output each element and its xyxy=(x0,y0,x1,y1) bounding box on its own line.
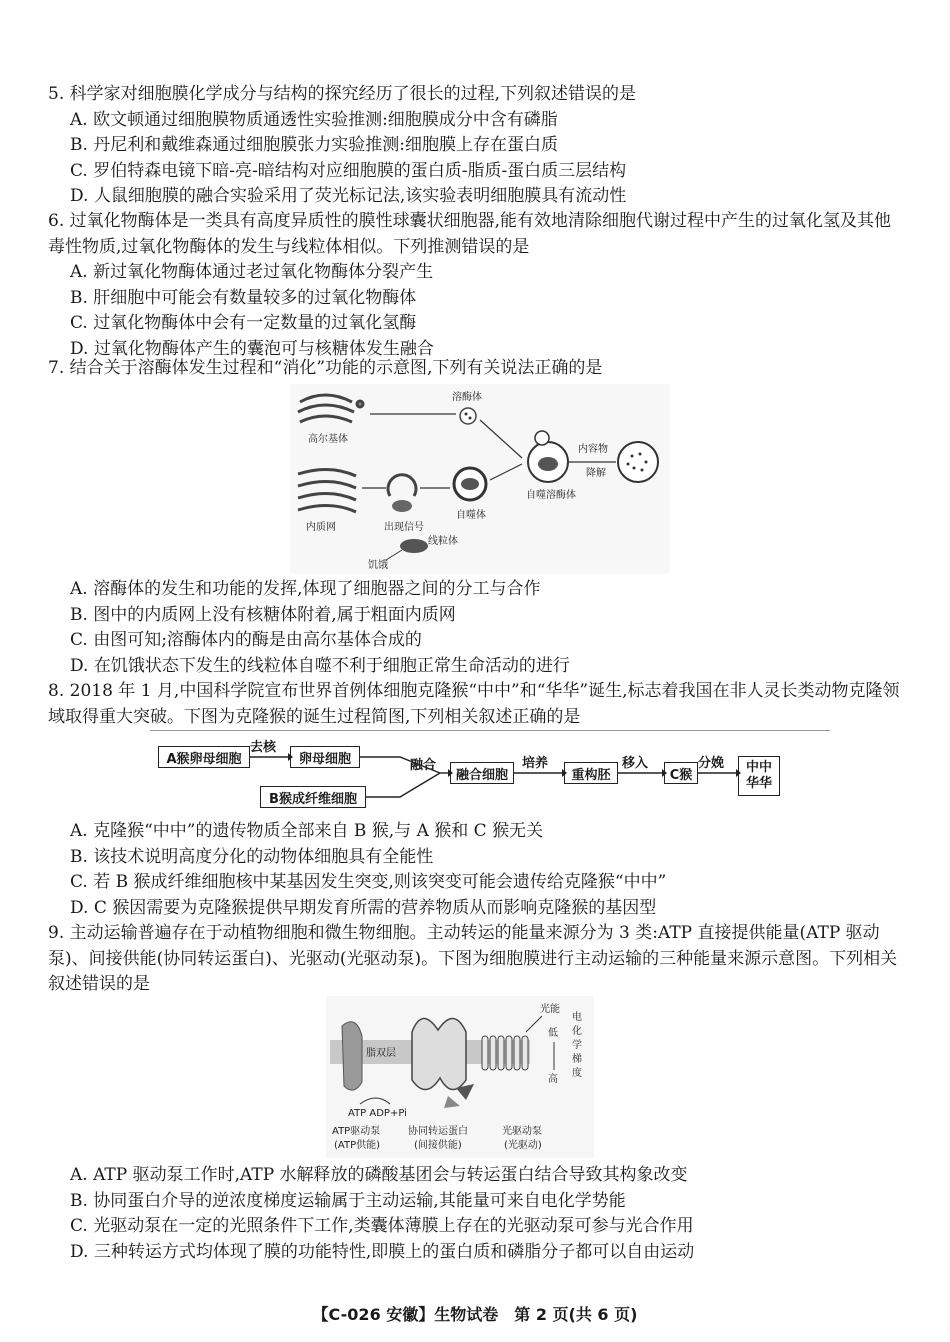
flow-result-zhongzhong: 中中 xyxy=(745,760,772,775)
golgi-label: 高尔基体 xyxy=(308,434,348,445)
question-7-options xyxy=(48,577,908,679)
question-5 xyxy=(48,82,908,210)
lysosome-diagram xyxy=(290,384,670,574)
question-stem: 6. 过氧化物酶体是一类具有高度异质性的膜性球囊状细胞器,能有效地清除细胞代谢过程中产生的过氧化氢及其他毒性物质,过氧化物酶体的发生与线粒体相似。下列推测错误的是 xyxy=(48,211,892,257)
option-b: B. 图中的内质网上没有核糖体附着,属于粗面内质网 xyxy=(70,604,456,625)
transport-diagram xyxy=(326,996,594,1158)
option-d: D. 三种转运方式均体现了膜的功能特性,即膜上的蛋白质和磷脂分子都可以自由运动 xyxy=(70,1241,695,1262)
option-c: C. 若 B 猴成纤维细胞核中某基因发生突变,则该突变可能会遗传给克隆猴“中中” xyxy=(70,872,667,892)
hunger-label: 饥饿 xyxy=(368,560,388,571)
mitochondria-icon xyxy=(392,500,412,512)
flow-enucleate-label: 去核 xyxy=(250,740,277,755)
flow-birth-label: 分娩 xyxy=(698,756,725,771)
option-d: D. 过氧化物酶体产生的囊泡可与核糖体发生融合 xyxy=(70,338,434,359)
degraded-vesicle-icon xyxy=(618,442,658,482)
flow-culture-label: 培养 xyxy=(522,756,549,771)
low-label: 低 xyxy=(548,1028,558,1039)
flow-transfer-label: 移入 xyxy=(622,756,649,771)
lysosome-label: 溶酶体 xyxy=(452,392,482,403)
bilayer-label: 脂双层 xyxy=(366,1048,396,1059)
option-a: A. ATP 驱动泵工作时,ATP 水解释放的磷酸基团会与转运蛋白结合导致其构象改变 xyxy=(70,1165,688,1185)
option-a: A. 溶酶体的发生和功能的发挥,体现了细胞器之间的分工与合作 xyxy=(70,579,541,599)
svg-text:梯: 梯 xyxy=(572,1054,582,1065)
question-8-options xyxy=(48,819,908,921)
option-c: C. 罗伯特森电镜下暗-亮-暗结构对应细胞膜的蛋白质-脂质-蛋白质三层结构 xyxy=(70,160,627,181)
autophagosome-label: 自噬体 xyxy=(456,510,486,521)
flow-arrows xyxy=(150,730,830,810)
option-b: B. 协同蛋白介导的逆浓度梯度运输属于主动运输,其能量可来自电化学势能 xyxy=(70,1190,626,1211)
option-a: A. 克隆猴“中中”的遗传物质全部来自 B 猴,与 A 猴和 C 猴无关 xyxy=(70,821,544,841)
gradient-label xyxy=(572,1010,582,1079)
pump1-caption: ATP驱动泵 xyxy=(332,1126,381,1137)
option-c: C. 光驱动泵在一定的光照条件下工作,类囊体薄膜上存在的光驱动泵可参与光合作用 xyxy=(70,1216,694,1236)
degrade-label: 降解 xyxy=(586,468,606,479)
cotransporter-icon xyxy=(412,1018,466,1089)
contents-label: 内容物 xyxy=(578,444,608,455)
flow-b-fibroblast: B猴成纤维细胞 xyxy=(260,786,366,808)
lysosome-icon xyxy=(460,408,476,424)
signal-label: 出现信号 xyxy=(384,522,424,533)
pump3-caption: 光驱动泵 xyxy=(502,1126,542,1137)
atp-label: ATP ADP+Pi xyxy=(348,1108,407,1119)
autolysosome-label: 自噬溶酶体 xyxy=(526,490,576,501)
option-d: D. 人鼠细胞膜的融合实验采用了荧光标记法,该实验表明细胞膜具有流动性 xyxy=(70,186,627,206)
question-9 xyxy=(48,921,908,998)
atp-pump-icon xyxy=(342,1022,362,1090)
pump1-subcaption: (ATP供能) xyxy=(334,1140,381,1151)
question-stem: 8. 2018 年 1 月,中国科学院宣布世界首例体细胞克隆猴“中中”和“华华”诞生,标志着我国在非人灵长类动物克隆领域取得重大突破。下图为克隆猴的诞生过程简图,下列相关叙述正确的是 xyxy=(48,681,900,727)
er-label: 内质网 xyxy=(306,522,336,533)
question-stem: 9. 主动运输普遍存在于动植物细胞和微生物细胞。主动转运的能量来源分为 3 类:ATP 直接提供能量(ATP 驱动泵)、间接供能(协同转运蛋白)、光驱动(光驱动泵)。下图为细胞膜进行主动运输的三种能量来源示意图。下列相关叙述错误的是 xyxy=(48,923,898,994)
flow-a-oocyte: A猴卵母细胞 xyxy=(158,746,250,768)
pump3-subcaption: (光驱动) xyxy=(504,1140,542,1151)
flow-oocyte: 卵母细胞 xyxy=(290,746,360,768)
option-d: D. C 猴因需要为克隆猴提供早期发育所需的营养物质从而影响克隆猴的基因型 xyxy=(70,897,657,918)
pump2-subcaption: (间接供能) xyxy=(414,1140,462,1151)
flow-c-monkey: C猴 xyxy=(664,762,698,784)
option-b: B. 肝细胞中可能会有数量较多的过氧化物酶体 xyxy=(70,287,417,308)
pump2-caption: 协同转运蛋白 xyxy=(408,1126,468,1137)
cloning-flowchart xyxy=(150,730,830,810)
question-stem: 5. 科学家对细胞膜化学成分与结构的探究经历了很长的过程,下列叙述错误的是 xyxy=(48,84,637,104)
flow-result-huahua: 华华 xyxy=(745,776,772,791)
svg-text:化: 化 xyxy=(572,1026,582,1037)
high-label: 高 xyxy=(548,1074,558,1085)
question-8 xyxy=(48,679,908,730)
option-c: C. 过氧化物酶体中会有一定数量的过氧化氢酶 xyxy=(70,313,417,333)
svg-text:学: 学 xyxy=(572,1040,582,1051)
option-b: B. 该技术说明高度分化的动物体细胞具有全能性 xyxy=(70,846,434,867)
question-7 xyxy=(48,356,908,382)
question-9-options xyxy=(48,1163,908,1265)
option-b: B. 丹尼利和戴维森通过细胞膜张力实验推测:细胞膜上存在蛋白质 xyxy=(70,135,559,155)
page-footer: 【C-026 安徽】生物试卷 第 2 页(共 6 页) xyxy=(312,1305,638,1324)
svg-text:度: 度 xyxy=(572,1068,582,1079)
question-6 xyxy=(48,209,908,362)
option-c: C. 由图可知;溶酶体内的酶是由高尔基体合成的 xyxy=(70,630,422,650)
flow-embryo: 重构胚 xyxy=(564,762,618,784)
light-label: 光能 xyxy=(540,1004,560,1015)
flow-fused-cell: 融合细胞 xyxy=(450,762,514,784)
option-d: D. 在饥饿状态下发生的线粒体自噬不利于细胞正常生命活动的进行 xyxy=(70,655,570,676)
option-a: A. 欧文顿通过细胞膜物质通透性实验推测:细胞膜成分中含有磷脂 xyxy=(70,109,558,130)
mito-label: 线粒体 xyxy=(428,536,458,547)
flow-fuse-label: 融合 xyxy=(410,758,437,773)
question-stem: 7. 结合关于溶酶体发生过程和“消化”功能的示意图,下列有关说法正确的是 xyxy=(48,358,603,378)
svg-text:电: 电 xyxy=(572,1012,582,1023)
option-a: A. 新过氧化物酶体通过老过氧化物酶体分裂产生 xyxy=(70,262,434,282)
